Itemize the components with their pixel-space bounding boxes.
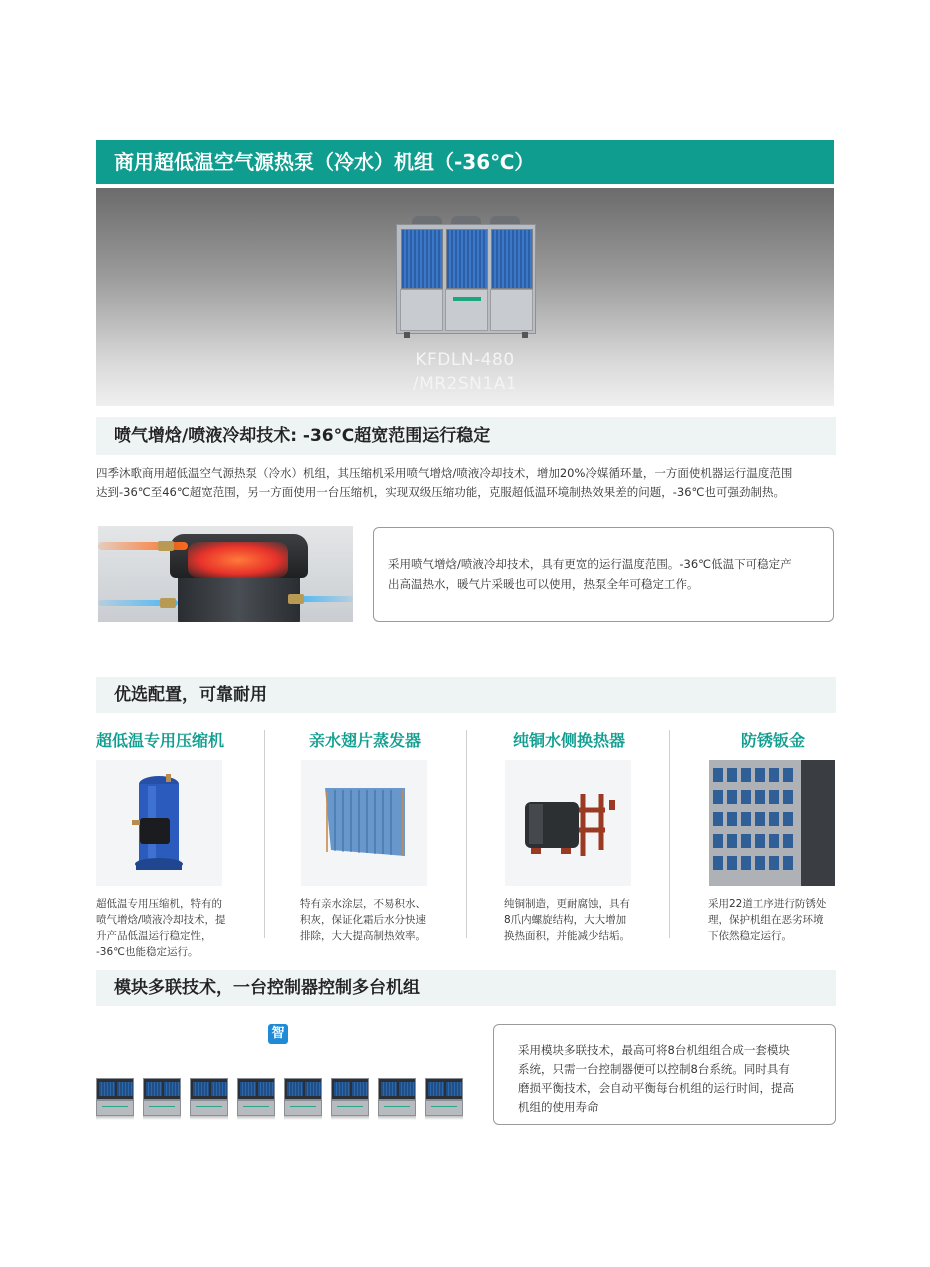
- evaporator-image: [301, 760, 427, 886]
- module-unit: [190, 1078, 228, 1118]
- feature-desc-line: 采用22道工序进行防锈处: [708, 898, 827, 910]
- page-title: 商用超低温空气源热泵（冷水）机组（-36℃）: [96, 140, 834, 184]
- module-unit: [378, 1078, 416, 1118]
- modular-heading: 模块多联技术，一台控制器控制多台机组: [96, 970, 836, 1006]
- feature-title-compressor: 超低温专用压缩机: [96, 731, 225, 750]
- enhanced-vapor-injection-image: [98, 526, 353, 622]
- feature-desc-line: -36℃也能稳定运行。: [96, 946, 199, 958]
- feature-desc-line: 升产品低温运行稳定性，: [96, 930, 212, 942]
- tech-heading: 喷气增焓/喷液冷却技术: -36℃超宽范围运行稳定: [96, 417, 836, 455]
- feature-desc-heat-exchanger: [504, 896, 644, 944]
- feature-desc-line: 积灰，保证化霜后水分快速: [300, 914, 426, 926]
- feature-desc-line: 超低温专用压缩机，特有的: [96, 898, 222, 910]
- module-unit: [331, 1078, 369, 1118]
- module-unit: [237, 1078, 275, 1118]
- feature-desc-line: 理，保护机组在恶劣环境: [708, 914, 824, 926]
- config-heading: 优选配置，可靠耐用: [96, 677, 836, 713]
- module-unit: [143, 1078, 181, 1118]
- feature-desc-line: 换热面积，并能减少结垢。: [504, 930, 630, 942]
- model-number-line2: /MR2SN1A1: [412, 374, 518, 394]
- divider: [466, 730, 467, 938]
- modular-box-line4: 机组的使用寿命: [518, 1100, 599, 1114]
- feature-desc-line: 喷气增焓/喷液冷却技术，提: [96, 914, 226, 926]
- feature-desc-line: 排除，大大提高制热效率。: [300, 930, 426, 942]
- divider: [264, 730, 265, 938]
- feature-desc-line: 8爪内螺旋结构，大大增加: [504, 914, 627, 926]
- controller-smart-icon: 智: [268, 1024, 288, 1044]
- module-unit: [284, 1078, 322, 1118]
- feature-title-evaporator: 亲水翅片蒸发器: [308, 731, 421, 750]
- tech-paragraph-line1: 四季沐歌商用超低温空气源热泵（冷水）机组，其压缩机采用喷气增焓/喷液冷却技术，增加20%冷媒循环量，一方面使机器运行温度范围: [96, 466, 793, 480]
- compressor-image: [96, 760, 222, 886]
- feature-desc-line: 特有亲水涂层，不易积水、: [300, 898, 426, 910]
- tech-box-line1: 采用喷气增焓/喷液冷却技术，具有更宽的运行温度范围。-36℃低温下可稳定产: [388, 557, 792, 571]
- divider: [669, 730, 670, 938]
- heat-pump-unit-image: [396, 216, 536, 338]
- feature-desc-sheet-metal: [708, 896, 848, 944]
- feature-desc-line: 纯铜制造，更耐腐蚀，具有: [504, 898, 630, 910]
- feature-desc-compressor: [96, 896, 236, 960]
- tech-paragraph-line2: 达到-36℃至46℃超宽范围，另一方面使用一台压缩机，实现双级压缩功能，克服超低温环境制热效果差的问题，-36℃也可强劲制热。: [96, 485, 785, 499]
- module-unit: [96, 1078, 134, 1118]
- feature-title-sheet-metal: 防锈钣金: [740, 731, 805, 750]
- heat-exchanger-image: [505, 760, 631, 886]
- modular-box-line1: 采用模块多联技术，最高可将8台机组组合成一套模块: [518, 1043, 790, 1057]
- sheet-metal-image: [709, 760, 835, 886]
- feature-title-heat-exchanger: 纯铜水侧换热器: [512, 731, 625, 750]
- module-unit: [425, 1078, 463, 1118]
- modular-info-box: [493, 1024, 836, 1125]
- tech-box-line2: 出高温热水，暖气片采暖也可以使用，热泵全年可稳定工作。: [388, 577, 699, 591]
- hero-image: [96, 188, 834, 406]
- tech-info-box: [373, 527, 834, 622]
- feature-desc-line: 下依然稳定运行。: [708, 930, 792, 942]
- feature-desc-evaporator: [300, 896, 440, 944]
- modular-box-line3: 磨损平衡技术，会自动平衡每台机组的运行时间，提高: [518, 1081, 794, 1095]
- modular-box-line2: 系统，只需一台控制器便可以控制8台系统。同时具有: [518, 1062, 790, 1076]
- model-number-line1: KFDLN-480: [415, 350, 515, 370]
